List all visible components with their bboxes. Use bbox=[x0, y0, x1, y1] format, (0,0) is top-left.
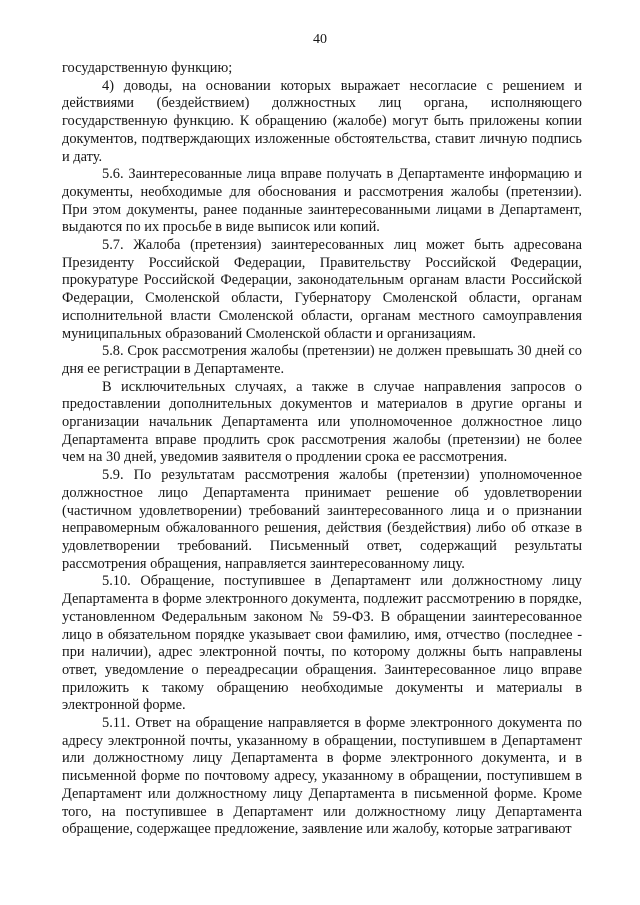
paragraph-continuation: государственную функцию; bbox=[62, 60, 233, 76]
document-body bbox=[62, 60, 582, 839]
paragraph-5-6: 5.6. Заинтересованные лица вправе получать в Департаменте информацию и документы, необходимые для обоснования и рассмотрения жалобы (претензии). При этом документы, ранее поданные заинтересованными лицами в Департамент, выдаются по их просьбе в виде выписок или копий. bbox=[62, 166, 582, 236]
page-number: 40 bbox=[313, 32, 327, 47]
paragraph-5-9: 5.9. По результатам рассмотрения жалобы (претензии) уполномоченное должностное лицо Департамента принимает решение об удовлетворении (частичном удовлетворении) требований заинтересованного лица и о признании неправомерным обжалованного решения, действия (бездействия) либо об отказе в удовлетворении требований. Письменный ответ, содержащий результаты рассмотрения обращения, направляется заинтересованному лицу. bbox=[62, 467, 582, 572]
paragraph-5-8-exceptions: В исключительных случаях, а также в случае направления запросов о предоставлении дополнительных документов и материалов в другие органы и организации начальник Департамента или уполномоченное должностное лицо Департамента вправе продлить срок рассмотрения жалобы (претензии) не более чем на 30 дней, уведомив заявителя о продлении срока ее рассмотрения. bbox=[62, 378, 582, 466]
paragraph-5-8: 5.8. Срок рассмотрения жалобы (претензии) не должен превышать 30 дней со дня ее регистрации в Департаменте. bbox=[62, 343, 582, 377]
paragraph-5-7: 5.7. Жалоба (претензия) заинтересованных лиц может быть адресована Президенту Российской Федерации, Правительству Российской Федерации, прокуратуре Российской Федерации, законодательным органам власти Российской Федерации, Смоленской области, Губернатору Смоленской области, органам исполнительной власти Смоленской области, органам местного самоуправления муниципальных образований Смоленской области и организациям. bbox=[62, 237, 582, 342]
paragraph-item-4: 4) доводы, на основании которых выражает несогласие с решением и действиями (бездействием) должностных лиц органа, исполняющего государственную функцию. К обращению (жалобе) могут быть приложены копии документов, подтверждающих изложенные обстоятельства, ставит личную подпись и дату. bbox=[62, 77, 582, 165]
paragraph-5-11: 5.11. Ответ на обращение направляется в форме электронного документа по адресу электронной почты, указанному в обращении, поступившем в Департамент или должностному лицу Департамента в форме электронного документа, и в письменной форме по почтовому адресу, указанному в обращении, поступившем в Департамент или должностному лицу Департамента в письменной форме. Кроме того, на поступившее в Департамент или должностному лицу Департамента обращение, содержащее предложение, заявление или жалобу, которые затрагивают bbox=[62, 715, 582, 838]
paragraph-5-10: 5.10. Обращение, поступившее в Департамент или должностному лицу Департамента в форме электронного документа, подлежит рассмотрению в порядке, установленном Федеральным законом № 59-ФЗ. В обращении заинтересованное лицо в обязательном порядке указывает свои фамилию, имя, отчество (последнее - при наличии), адрес электронной почты, по которому должны быть направлены ответ, уведомление о переадресации обращения. Заинтересованное лицо вправе приложить к такому обращению необходимые документы и материалы в электронной форме. bbox=[62, 573, 582, 714]
